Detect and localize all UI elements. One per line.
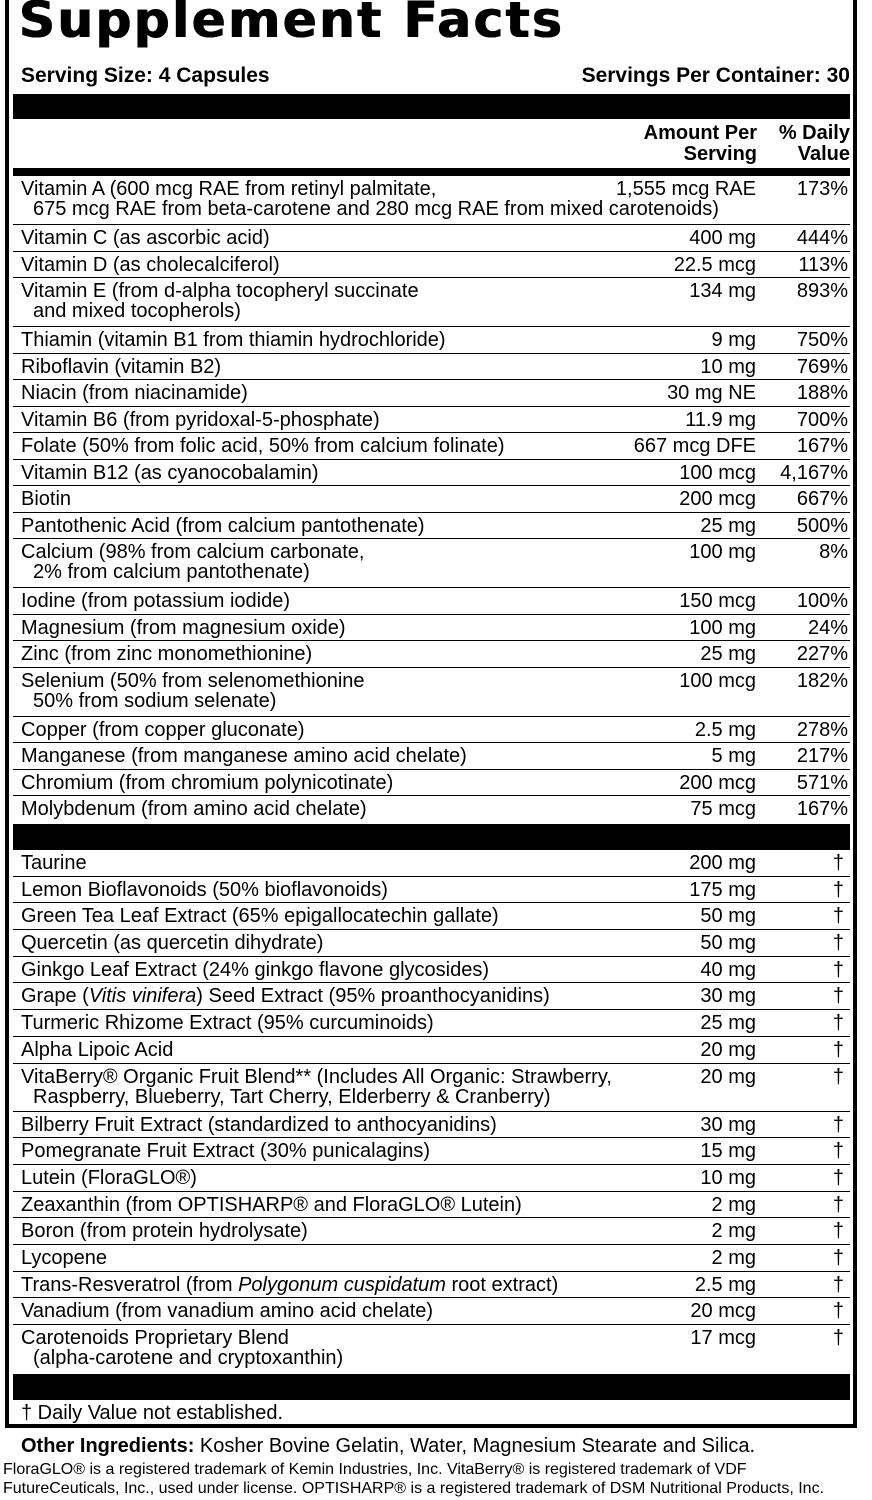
nutrient-name-continued: 2% from calcium pantothenate) xyxy=(33,561,310,583)
nutrient-amount: 10 mg xyxy=(700,1166,756,1189)
nutrient-row xyxy=(13,278,850,327)
nutrient-daily-value: † xyxy=(832,1300,844,1323)
column-header-amount: Amount Per Serving xyxy=(643,122,757,165)
servings-per-container: Servings Per Container: 30 xyxy=(581,64,850,87)
nutrient-amount: 17 mcg xyxy=(690,1327,756,1349)
nutrient-row xyxy=(13,668,850,717)
nutrient-name-continued: and mixed tocopherols) xyxy=(33,300,241,322)
nutrient-row xyxy=(13,1192,850,1219)
nutrient-name: Vitamin B6 (from pyridoxal-5-phosphate) xyxy=(21,408,380,431)
nutrient-daily-value: 167% xyxy=(796,798,848,820)
nutrient-daily-value: † xyxy=(832,1273,844,1296)
nutrient-row xyxy=(13,1010,850,1037)
nutrient-name: Pantothenic Acid (from calcium pantothenate) xyxy=(21,514,425,537)
nutrient-amount: 50 mg xyxy=(700,905,756,928)
nutrient-name: Thiamin (vitamin B1 from thiamin hydrochloride) xyxy=(21,329,446,351)
nutrient-amount: 30 mg NE xyxy=(667,382,756,404)
nutrient-row xyxy=(13,513,850,540)
nutrient-amount: 25 mg xyxy=(700,643,756,665)
nutrient-name: Boron (from protein hydrolysate) xyxy=(21,1220,308,1243)
panel-title: Supplement Facts xyxy=(19,0,565,49)
nutrient-daily-value: 217% xyxy=(796,745,848,767)
other-ingredients-label: Other Ingredients: xyxy=(21,1435,195,1457)
nutrient-amount: 100 mcg xyxy=(679,461,756,484)
nutrient-daily-value: 4,167% xyxy=(780,461,848,484)
nutrient-amount: 20 mcg xyxy=(690,1300,756,1323)
nutrient-amount: 75 mcg xyxy=(690,798,756,820)
nutrient-daily-value: † xyxy=(832,1012,844,1035)
nutrient-amount: 200 mcg xyxy=(679,488,756,510)
nutrient-amount: 20 mg xyxy=(700,1038,756,1061)
nutrient-row xyxy=(13,1245,850,1272)
nutrient-name: Vitamin A (600 mcg RAE from retinyl palmitate, xyxy=(21,178,437,200)
nutrient-name: Trans-Resveratrol (from Polygonum cuspidatum root extract) xyxy=(21,1273,559,1296)
nutrient-daily-value: † xyxy=(832,1246,844,1269)
nutrient-name: Biotin xyxy=(21,488,72,510)
nutrient-amount: 50 mg xyxy=(700,932,756,955)
nutrient-row xyxy=(13,539,850,588)
nutrient-daily-value: † xyxy=(832,1065,844,1088)
daily-value-footnote: † Daily Value not established. xyxy=(21,1402,284,1424)
nutrient-name-continued: 675 mcg RAE from beta-carotene and 280 mcg RAE from mixed carotenoids) xyxy=(33,198,719,220)
nutrient-daily-value: † xyxy=(832,1166,844,1189)
nutrient-row xyxy=(13,1165,850,1192)
nutrient-daily-value: † xyxy=(832,1140,844,1163)
nutrient-daily-value: † xyxy=(832,1193,844,1216)
nutrient-amount: 2 mg xyxy=(711,1246,756,1269)
nutrient-row xyxy=(13,354,850,381)
nutrient-name: Bilberry Fruit Extract (standardized to anthocyanidins) xyxy=(21,1113,497,1136)
vitamins-mineral-list xyxy=(13,176,850,823)
nutrient-name: Copper (from copper gluconate) xyxy=(21,718,305,741)
nutrient-name: Vanadium (from vanadium amino acid chelate) xyxy=(21,1300,434,1323)
nutrient-daily-value: 8% xyxy=(819,541,848,563)
nutrient-row xyxy=(13,796,850,823)
nutrient-row xyxy=(13,957,850,984)
nutrient-name: Alpha Lipoic Acid xyxy=(21,1038,174,1061)
nutrient-name: Molybdenum (from amino acid chelate) xyxy=(21,798,367,820)
nutrient-name: Magnesium (from magnesium oxide) xyxy=(21,616,346,639)
nutrient-name: Riboflavin (vitamin B2) xyxy=(21,355,222,378)
column-header-daily-value: % Daily Value xyxy=(778,122,850,165)
nutrient-row xyxy=(13,1064,850,1112)
nutrient-daily-value: 182% xyxy=(796,669,848,692)
thick-divider xyxy=(13,168,850,176)
nutrient-name: Lemon Bioflavonoids (50% bioflavonoids) xyxy=(21,878,388,901)
nutrient-amount: 22.5 mcg xyxy=(673,253,756,276)
nutrient-name: Taurine xyxy=(21,852,87,874)
nutrient-row xyxy=(13,850,850,877)
nutrient-daily-value: † xyxy=(832,878,844,901)
nutrient-amount: 2 mg xyxy=(711,1220,756,1243)
nutrient-amount: 134 mg xyxy=(689,280,756,302)
other-ingredients xyxy=(21,1435,755,1457)
nutrient-row xyxy=(13,486,850,513)
nutrient-name: VitaBerry® Organic Fruit Blend** (Includes All Organic: Strawberry, xyxy=(21,1065,612,1088)
nutrient-row xyxy=(13,176,850,225)
nutrient-daily-value: 173% xyxy=(796,178,848,200)
nutrient-name: Green Tea Leaf Extract (65% epigallocatechin gallate) xyxy=(21,905,499,928)
nutrient-amount: 15 mg xyxy=(700,1140,756,1163)
nutrient-daily-value: 227% xyxy=(796,643,848,665)
nutrient-amount: 9 mg xyxy=(711,329,756,351)
other-ingredients-list xyxy=(13,850,850,1373)
nutrient-amount: 25 mg xyxy=(700,514,756,537)
nutrient-name: Manganese (from manganese amino acid chelate) xyxy=(21,745,467,767)
nutrient-row xyxy=(13,1272,850,1299)
nutrient-name: Folate (50% from folic acid, 50% from calcium folinate) xyxy=(21,435,505,457)
nutrient-daily-value: † xyxy=(832,1113,844,1136)
nutrient-row xyxy=(13,877,850,904)
nutrient-row xyxy=(13,1218,850,1245)
nutrient-amount: 100 mcg xyxy=(679,669,756,692)
nutrient-name: Zeaxanthin (from OPTISHARP® and FloraGLO® Lutein) xyxy=(21,1193,522,1216)
nutrient-row xyxy=(13,1112,850,1139)
nutrient-name: Carotenoids Proprietary Blend xyxy=(21,1327,289,1349)
nutrient-daily-value: 24% xyxy=(807,616,848,639)
nutrient-row xyxy=(13,615,850,642)
nutrient-row xyxy=(13,460,850,487)
nutrient-amount: 2 mg xyxy=(711,1193,756,1216)
nutrient-name: Chromium (from chromium polynicotinate) xyxy=(21,771,394,794)
nutrient-amount: 20 mg xyxy=(700,1065,756,1088)
nutrient-amount: 30 mg xyxy=(700,1113,756,1136)
nutrient-name: Vitamin E (from d-alpha tocopheryl succinate xyxy=(21,280,419,302)
nutrient-name-continued: (alpha-carotene and cryptoxanthin) xyxy=(33,1347,344,1369)
nutrient-amount: 10 mg xyxy=(700,355,756,378)
nutrient-daily-value: 188% xyxy=(796,382,848,404)
nutrient-amount: 2.5 mg xyxy=(694,1273,756,1296)
nutrient-name: Lutein (FloraGLO®) xyxy=(21,1166,197,1189)
other-ingredients-text: Kosher Bovine Gelatin, Water, Magnesium Stearate and Silica. xyxy=(194,1435,756,1457)
nutrient-amount: 200 mg xyxy=(689,852,756,874)
nutrient-name: Calcium (98% from calcium carbonate, xyxy=(21,541,365,563)
nutrient-daily-value: 667% xyxy=(796,488,848,510)
nutrient-amount: 2.5 mg xyxy=(694,718,756,741)
nutrient-amount: 200 mcg xyxy=(679,771,756,794)
nutrient-daily-value: 113% xyxy=(798,253,848,276)
nutrient-daily-value: † xyxy=(832,852,844,874)
nutrient-name: Lycopene xyxy=(21,1246,107,1269)
nutrient-daily-value: † xyxy=(832,1038,844,1061)
nutrient-name: Pomegranate Fruit Extract (30% punicalagins) xyxy=(21,1140,431,1163)
nutrient-name: Vitamin D (as cholecalciferol) xyxy=(21,253,280,276)
nutrient-row xyxy=(13,1138,850,1165)
nutrient-daily-value: † xyxy=(832,1327,844,1349)
nutrient-name: Zinc (from zinc monomethionine) xyxy=(21,643,313,665)
nutrient-daily-value: 444% xyxy=(796,227,848,249)
nutrient-row xyxy=(13,380,850,407)
nutrient-amount: 100 mg xyxy=(689,541,756,563)
nutrient-name-continued: Raspberry, Blueberry, Tart Cherry, Elderberry & Cranberry) xyxy=(33,1085,551,1108)
nutrient-row xyxy=(13,588,850,615)
nutrient-daily-value: 700% xyxy=(796,408,848,431)
nutrient-daily-value: 278% xyxy=(796,718,848,741)
nutrient-daily-value: † xyxy=(832,1220,844,1243)
nutrient-row xyxy=(13,1325,850,1373)
nutrient-daily-value: 893% xyxy=(796,280,848,302)
nutrient-amount: 5 mg xyxy=(711,745,756,767)
nutrient-name: Niacin (from niacinamide) xyxy=(21,382,248,404)
trademark-line-1: FloraGLO® is a registered trademark of Kemin Industries, Inc. VitaBerry® is registered trademark of VDF xyxy=(3,1461,747,1478)
nutrient-name: Vitamin B12 (as cyanocobalamin) xyxy=(21,461,319,484)
nutrient-name: Selenium (50% from selenomethionine xyxy=(21,669,365,692)
nutrient-row xyxy=(13,983,850,1010)
nutrient-daily-value: † xyxy=(832,905,844,928)
nutrient-amount: 1,555 mcg RAE xyxy=(615,178,756,200)
nutrient-name: Turmeric Rhizome Extract (95% curcuminoids) xyxy=(21,1012,434,1035)
nutrient-row xyxy=(13,225,850,252)
nutrient-row xyxy=(13,770,850,797)
nutrient-name: Quercetin (as quercetin dihydrate) xyxy=(21,932,324,955)
nutrient-amount: 150 mcg xyxy=(679,590,756,612)
section-bar xyxy=(13,824,850,850)
nutrient-row xyxy=(13,433,850,460)
nutrient-daily-value: † xyxy=(832,985,844,1008)
nutrient-amount: 400 mg xyxy=(689,227,756,249)
nutrient-daily-value: † xyxy=(832,932,844,955)
nutrient-daily-value: 750% xyxy=(796,329,848,351)
nutrient-row xyxy=(13,407,850,434)
nutrient-row xyxy=(13,717,850,744)
nutrient-row xyxy=(13,930,850,957)
bottom-bar xyxy=(13,1374,850,1400)
trademark-line-2: FutureCeuticals, Inc., used under license. OPTISHARP® is a registered trademark of DSM Nutritional Products, Inc. xyxy=(3,1480,825,1497)
nutrient-amount: 175 mg xyxy=(689,878,756,901)
header-bar xyxy=(13,94,850,119)
nutrient-daily-value: 100% xyxy=(796,590,848,612)
nutrient-amount: 100 mg xyxy=(689,616,756,639)
serving-size: Serving Size: 4 Capsules xyxy=(21,64,270,87)
nutrient-row xyxy=(13,1298,850,1325)
nutrient-name: Ginkgo Leaf Extract (24% ginkgo flavone glycosides) xyxy=(21,958,490,981)
nutrient-row xyxy=(13,903,850,930)
nutrient-name: Vitamin C (as ascorbic acid) xyxy=(21,227,270,249)
nutrient-daily-value: † xyxy=(832,958,844,981)
nutrient-amount: 30 mg xyxy=(700,985,756,1008)
nutrient-name: Iodine (from potassium iodide) xyxy=(21,590,291,612)
nutrient-row xyxy=(13,252,850,279)
nutrient-row xyxy=(13,641,850,668)
nutrient-daily-value: 769% xyxy=(796,355,848,378)
nutrient-row xyxy=(13,1037,850,1064)
nutrient-daily-value: 167% xyxy=(796,435,848,457)
nutrient-amount: 11.9 mg xyxy=(685,408,756,431)
nutrient-daily-value: 571% xyxy=(796,771,848,794)
nutrient-amount: 25 mg xyxy=(700,1012,756,1035)
nutrient-amount: 40 mg xyxy=(700,958,756,981)
nutrient-name-continued: 50% from sodium selenate) xyxy=(33,689,277,712)
nutrient-amount: 667 mcg DFE xyxy=(633,435,756,457)
nutrient-daily-value: 500% xyxy=(796,514,848,537)
nutrient-row xyxy=(13,743,850,770)
nutrient-row xyxy=(13,327,850,354)
nutrient-name: Grape (Vitis vinifera) Seed Extract (95% proanthocyanidins) xyxy=(21,985,550,1008)
